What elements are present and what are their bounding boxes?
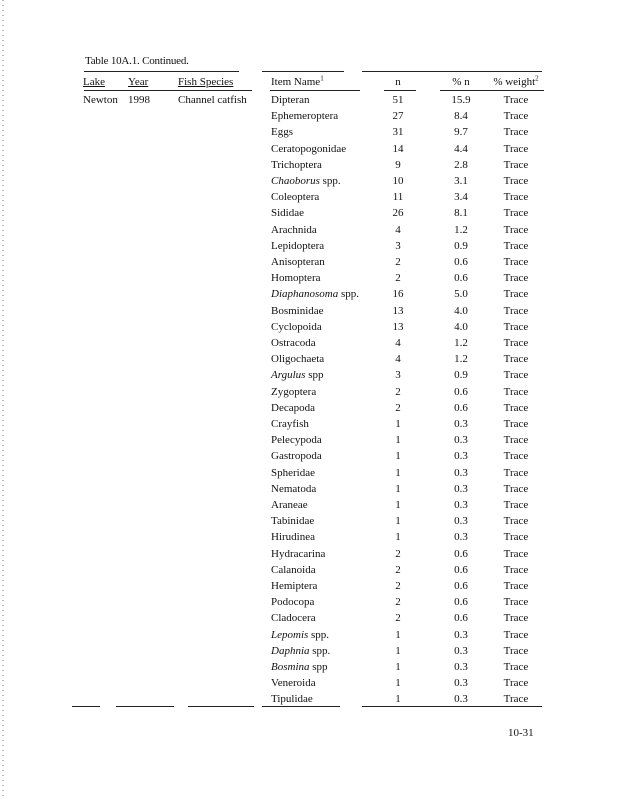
- cell-pct-n: 8.4: [454, 110, 468, 123]
- cell-n: 1: [395, 482, 401, 495]
- cell-n: 1: [395, 434, 401, 447]
- cell-pct-n: 0.9: [454, 239, 468, 252]
- cell-n: 2: [395, 385, 401, 398]
- cell-n: 31: [392, 126, 404, 139]
- cell-pct-weight: Trace: [503, 353, 529, 366]
- cell-item-name: [271, 94, 309, 106]
- cell-n: 51: [392, 94, 404, 106]
- cell-item-genus: Argulus: [271, 369, 306, 382]
- cell-item-label: Oligochaeta: [271, 353, 325, 366]
- cell-pct-n: 2.8: [454, 158, 468, 171]
- cell-pct-weight: Trace: [503, 596, 529, 609]
- cell-pct-weight: Trace: [503, 661, 529, 673]
- cell-item-name: [271, 434, 322, 446]
- cell-item-label: Anisopteran: [271, 256, 325, 268]
- cell-pct-n: 0.3: [454, 531, 468, 544]
- cell-item-name: [271, 126, 293, 138]
- cell-pct-weight: Trace: [503, 142, 529, 155]
- cell-pct-weight: Trace: [503, 677, 529, 690]
- cell-pct-weight: Trace: [503, 515, 529, 528]
- rule-bottom-c: [188, 706, 254, 707]
- cell-item-name: [271, 288, 359, 300]
- cell-item-label: Hirudinea: [271, 531, 315, 544]
- cell-pct-weight: Trace: [503, 499, 529, 511]
- cell-item-name: [271, 467, 315, 479]
- cell-item-name: [271, 256, 325, 268]
- cell-item-label: Nematoda: [271, 482, 317, 495]
- cell-pct-n: 3.4: [454, 191, 468, 204]
- cell-fish-species: Channel catfish: [178, 94, 247, 106]
- cell-pct-weight: Trace: [503, 369, 529, 382]
- cell-item-label: spp: [309, 661, 328, 673]
- cell-pct-n: 1.2: [454, 337, 468, 349]
- cell-pct-weight: Trace: [503, 337, 529, 349]
- cell-item-label: Ephemeroptera: [271, 110, 339, 123]
- cell-item-label: Veneroida: [271, 677, 316, 690]
- cell-item-label: Calanoida: [271, 563, 316, 576]
- cell-pct-n: 0.3: [454, 628, 468, 641]
- cell-n: 1: [395, 677, 401, 690]
- cell-pct-weight: Trace: [503, 223, 529, 236]
- cell-n: 2: [395, 612, 401, 625]
- cell-item-name: [271, 191, 319, 203]
- cell-item-label: Araneae: [271, 499, 308, 511]
- cell-pct-weight: Trace: [503, 482, 529, 495]
- cell-item-label: Ceratopogonidae: [271, 142, 347, 155]
- cell-pct-n: 1.2: [454, 353, 468, 366]
- cell-pct-weight: Trace: [503, 207, 529, 220]
- cell-pct-n: 9.7: [454, 126, 468, 139]
- page-number: 10-31: [508, 727, 534, 739]
- cell-pct-n: 0.6: [454, 256, 468, 268]
- cell-item-name: [271, 402, 315, 414]
- cell-item-label: Decapoda: [271, 401, 315, 414]
- cell-item-label: Cladocera: [271, 612, 316, 625]
- cell-pct-n: 15.9: [451, 94, 471, 106]
- cell-item-label: Eggs: [271, 126, 293, 139]
- cell-item-name: [271, 515, 314, 527]
- cell-item-genus: Diaphanosoma: [271, 288, 339, 301]
- cell-item-name: [271, 450, 322, 462]
- cell-pct-n: 0.6: [454, 385, 468, 398]
- cell-item-label: Zygoptera: [271, 385, 317, 398]
- cell-item-label: spp.: [309, 644, 331, 657]
- cell-item-label: spp.: [308, 628, 330, 641]
- cell-item-genus: Lepomis: [271, 628, 309, 641]
- cell-pct-weight: Trace: [503, 580, 529, 592]
- cell-pct-weight: Trace: [503, 531, 529, 544]
- cell-pct-weight: Trace: [503, 256, 529, 268]
- cell-item-label: spp: [305, 369, 324, 382]
- cell-n: 2: [395, 580, 401, 592]
- cell-item-label: Pelecypoda: [271, 434, 322, 447]
- cell-pct-weight: Trace: [503, 628, 529, 641]
- cell-pct-n: 0.3: [454, 499, 468, 511]
- cell-pct-weight: Trace: [503, 450, 529, 463]
- cell-n: 2: [395, 401, 401, 414]
- cell-item-name: [271, 483, 316, 495]
- cell-item-name: [271, 110, 338, 122]
- cell-item-name: [271, 580, 317, 592]
- cell-n: 4: [395, 223, 401, 236]
- rule-bottom-e: [362, 706, 542, 707]
- header-lake: Lake: [83, 76, 105, 88]
- cell-pct-weight: Trace: [503, 612, 529, 625]
- cell-pct-n: 4.4: [454, 142, 468, 155]
- cell-pct-n: 0.6: [454, 401, 468, 414]
- cell-pct-weight: Trace: [503, 693, 529, 706]
- cell-lake: Newton: [83, 94, 118, 106]
- cell-item-name: [271, 175, 341, 187]
- cell-pct-n: 0.3: [454, 693, 468, 706]
- cell-n: 1: [395, 531, 401, 544]
- cell-pct-weight: Trace: [503, 126, 529, 139]
- cell-pct-n: 0.3: [454, 450, 468, 463]
- cell-n: 2: [395, 596, 401, 609]
- cell-pct-weight: Trace: [503, 175, 529, 187]
- cell-n: 4: [395, 353, 401, 366]
- cell-item-label: Homoptera: [271, 272, 321, 285]
- cell-item-name: [271, 531, 315, 543]
- cell-item-name: [271, 499, 308, 511]
- cell-item-label: Tipulidae: [271, 693, 313, 706]
- cell-pct-weight: Trace: [503, 644, 529, 657]
- cell-item-label: Spheridae: [271, 466, 315, 479]
- cell-pct-weight: Trace: [503, 110, 529, 123]
- cell-item-name: [271, 207, 304, 219]
- cell-item-label: Bosminidae: [271, 304, 324, 317]
- cell-n: 2: [395, 272, 401, 285]
- cell-pct-n: 0.6: [454, 563, 468, 576]
- cell-item-name: [271, 629, 329, 641]
- cell-item-label: Hydracarina: [271, 547, 326, 560]
- cell-item-label: Lepidoptera: [271, 239, 325, 252]
- cell-item-name: [271, 564, 316, 576]
- cell-n: 10: [392, 175, 404, 187]
- cell-year: 1998: [128, 94, 150, 106]
- cell-pct-weight: Trace: [503, 320, 529, 333]
- cell-pct-n: 1.2: [454, 223, 468, 236]
- cell-item-label: Coleoptera: [271, 191, 320, 204]
- cell-item-name: [271, 159, 322, 171]
- cell-pct-weight: Trace: [503, 418, 529, 430]
- cell-n: 13: [392, 304, 404, 317]
- cell-n: 16: [392, 288, 404, 301]
- cell-pct-n: 0.6: [454, 596, 468, 609]
- cell-item-name: [271, 353, 324, 365]
- cell-pct-weight: Trace: [503, 304, 529, 317]
- cell-item-name: [271, 386, 316, 398]
- cell-item-name: [271, 305, 324, 317]
- cell-item-label: Gastropoda: [271, 450, 322, 463]
- cell-pct-n: 0.3: [454, 515, 468, 528]
- cell-pct-n: 0.6: [454, 547, 468, 560]
- cell-pct-weight: Trace: [503, 401, 529, 414]
- cell-item-name: [271, 596, 314, 608]
- cell-item-label: Tabinidae: [271, 515, 315, 528]
- rule-bottom-d: [262, 706, 340, 707]
- cell-pct-weight: Trace: [503, 158, 529, 171]
- cell-pct-weight: Trace: [503, 94, 529, 106]
- cell-item-label: Hemiptera: [271, 580, 318, 592]
- cell-item-label: Trichoptera: [271, 158, 322, 171]
- cell-item-name: [271, 418, 309, 430]
- cell-pct-n: 3.1: [454, 175, 468, 187]
- cell-item-name: [271, 143, 346, 155]
- cell-pct-n: 0.6: [454, 612, 468, 625]
- cell-pct-n: 0.9: [454, 369, 468, 382]
- header-pct-weight: % weight$^2$: [493, 74, 539, 88]
- cell-pct-n: 0.6: [454, 580, 468, 592]
- cell-n: 4: [395, 337, 401, 349]
- cell-pct-n: 0.3: [454, 418, 468, 430]
- cell-pct-weight: Trace: [503, 385, 529, 398]
- cell-n: 11: [392, 191, 404, 204]
- cell-item-name: [271, 240, 324, 252]
- cell-pct-weight: Trace: [503, 434, 529, 447]
- cell-n: 1: [395, 499, 401, 511]
- cell-n: 14: [392, 142, 404, 155]
- cell-item-genus: Chaoborus: [271, 175, 320, 187]
- cell-item-name: [271, 677, 316, 689]
- cell-n: 3: [395, 369, 401, 382]
- cell-item-label: spp.: [338, 288, 360, 301]
- cell-item-name: [271, 645, 330, 657]
- cell-item-name: [271, 321, 322, 333]
- cell-item-name: [271, 661, 328, 673]
- cell-n: 1: [395, 466, 401, 479]
- cell-item-label: Arachnida: [271, 223, 317, 236]
- cell-pct-n: 4.0: [454, 304, 468, 317]
- cell-item-name: [271, 693, 313, 705]
- cell-item-name: [271, 272, 320, 284]
- cell-pct-n: 0.3: [454, 482, 468, 495]
- cell-item-name: [271, 337, 316, 349]
- cell-pct-n: 4.0: [454, 320, 468, 333]
- cell-pct-weight: Trace: [503, 191, 529, 204]
- header-item-name: Item Name$^1$: [271, 74, 324, 88]
- cell-n: 2: [395, 256, 401, 268]
- cell-pct-n: 0.3: [454, 644, 468, 657]
- header-pct-n: % n: [452, 76, 470, 88]
- cell-n: 9: [395, 158, 401, 171]
- cell-pct-n: 0.3: [454, 466, 468, 479]
- cell-n: 1: [395, 450, 401, 463]
- cell-pct-weight: Trace: [503, 466, 529, 479]
- cell-n: 1: [395, 644, 401, 657]
- cell-item-label: Podocopa: [271, 596, 315, 609]
- cell-item-genus: Daphnia: [271, 644, 310, 657]
- cell-n: 1: [395, 628, 401, 641]
- cell-pct-n: 0.3: [454, 661, 468, 673]
- cell-item-label: Dipteran: [271, 94, 310, 106]
- cell-item-name: [271, 369, 323, 381]
- cell-item-label: Crayfish: [271, 418, 309, 430]
- cell-item-genus: Bosmina: [271, 661, 310, 673]
- cell-n: 2: [395, 547, 401, 560]
- cell-n: 1: [395, 515, 401, 528]
- cell-n: 3: [395, 239, 401, 252]
- table-caption: Table 10A.1. Continued.: [85, 55, 189, 67]
- cell-pct-weight: Trace: [503, 272, 529, 285]
- cell-pct-weight: Trace: [503, 563, 529, 576]
- cell-item-label: spp.: [319, 175, 341, 187]
- header-year: Year: [128, 76, 149, 88]
- cell-pct-n: 5.0: [454, 288, 468, 301]
- cell-item-label: Ostracoda: [271, 337, 316, 349]
- cell-item-name: [271, 612, 316, 624]
- cell-item-label: Cyclopoida: [271, 320, 322, 333]
- cell-pct-n: 0.3: [454, 434, 468, 447]
- cell-n: 1: [395, 693, 401, 706]
- cell-pct-weight: Trace: [503, 239, 529, 252]
- cell-pct-weight: Trace: [503, 288, 529, 301]
- cell-n: 1: [395, 418, 401, 430]
- cell-pct-n: 0.6: [454, 272, 468, 285]
- cell-pct-n: 8.1: [454, 207, 468, 220]
- cell-n: 1: [395, 661, 401, 673]
- header-n: n: [395, 76, 401, 88]
- rule-bottom-b: [116, 706, 174, 707]
- cell-item-name: [271, 224, 317, 236]
- rule-bottom-a: [72, 706, 100, 707]
- cell-n: 26: [392, 207, 404, 220]
- cell-pct-weight: Trace: [503, 547, 529, 560]
- cell-n: 2: [395, 563, 401, 576]
- cell-n: 13: [392, 320, 404, 333]
- header-fish-species: Fish Species: [178, 76, 234, 88]
- cell-n: 27: [392, 110, 404, 123]
- cell-item-label: Sididae: [271, 207, 304, 220]
- cell-pct-n: 0.3: [454, 677, 468, 690]
- cell-item-name: [271, 548, 325, 560]
